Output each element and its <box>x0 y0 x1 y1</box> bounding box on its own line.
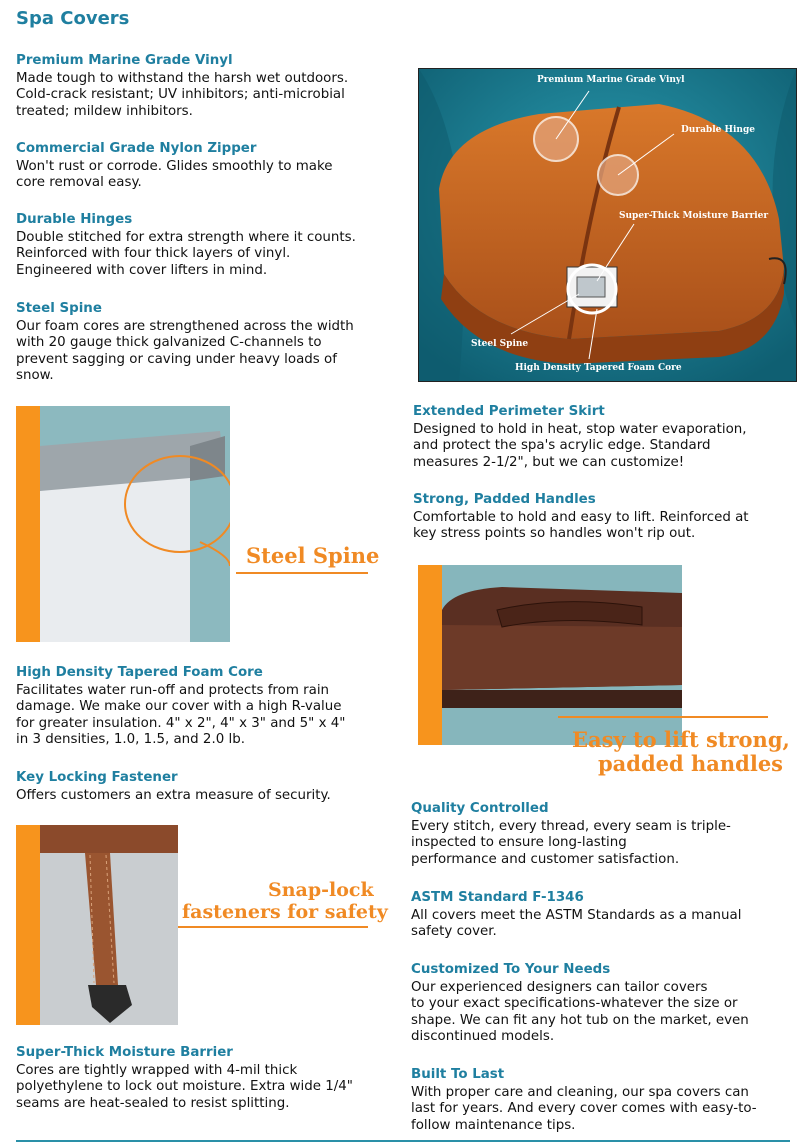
section-durable-hinges <box>16 212 356 279</box>
section-line: Facilitates water run-off and protects from rain <box>16 682 330 698</box>
steel-spine-photo <box>40 406 230 642</box>
section-line: to your exact specifications-whatever the size or <box>411 996 738 1012</box>
section-line: shape. We can fit any hot tub on the market, even <box>411 1012 749 1028</box>
footer-rule <box>16 1140 790 1142</box>
caption-snap-line1: Snap-lock <box>268 879 374 901</box>
section-line: Engineered with cover lifters in mind. <box>16 262 268 278</box>
section-nylon-zipper <box>16 141 333 192</box>
section-line: for greater insulation. 4" x 2", 4" x 3" and 5" x 4" <box>16 715 346 731</box>
section-premium-vinyl <box>16 53 348 120</box>
section-line: inspected to ensure long-lasting <box>411 835 627 851</box>
section-line: Reinforced with four thick layers of vinyl. <box>16 246 291 262</box>
section-line: key stress points so handles won't rip out. <box>413 526 696 542</box>
section-heading: Built To Last <box>411 1067 505 1082</box>
accent-bar <box>16 406 40 642</box>
caption-handles-line1: Easy to lift strong, <box>572 727 790 752</box>
caption-handles-line2: padded handles <box>598 751 784 776</box>
section-line: Cold-crack resistant; UV inhibitors; anti-microbial <box>16 87 345 103</box>
section-line: damage. We make our cover with a high R-value <box>16 699 342 715</box>
snap-lock-photo <box>40 825 178 1025</box>
section-quality-controlled <box>411 801 731 868</box>
section-line: seams are heat-sealed to resist splitting. <box>16 1095 290 1111</box>
section-line: All covers meet the ASTM Standards as a manual <box>411 907 742 923</box>
section-line: Double stitched for extra strength where it counts. <box>16 229 356 245</box>
section-line: performance and customer satisfaction. <box>411 851 680 867</box>
spa-cover-illustration <box>419 69 796 381</box>
section-line: polyethylene to lock out moisture. Extra wide 1/4" <box>16 1079 353 1095</box>
page-title: Spa Covers <box>16 8 130 29</box>
callout-vinyl: Premium Marine Grade Vinyl <box>537 75 685 85</box>
section-line: Designed to hold in heat, stop water evaporation, <box>413 421 747 437</box>
caption-snap-line2: fasteners for safety <box>182 901 388 923</box>
section-steel-spine <box>16 301 354 385</box>
section-line: with 20 gauge thick galvanized C-channels to <box>16 335 322 351</box>
caption-underline <box>178 926 368 928</box>
section-line: safety cover. <box>411 924 497 940</box>
section-heading: Strong, Padded Handles <box>413 492 596 507</box>
section-perimeter-skirt <box>413 404 747 471</box>
callout-hinge: Durable Hinge <box>681 125 755 135</box>
section-heading: Premium Marine Grade Vinyl <box>16 53 233 68</box>
section-line: discontinued models. <box>411 1029 555 1045</box>
section-heading: Quality Controlled <box>411 801 549 816</box>
section-heading: Extended Perimeter Skirt <box>413 404 605 419</box>
section-line: Won't rust or corrode. Glides smoothly to make <box>16 158 333 174</box>
section-padded-handles <box>413 492 749 543</box>
section-line: Cores are tightly wrapped with 4-mil thick <box>16 1062 298 1078</box>
section-heading: ASTM Standard F-1346 <box>411 890 584 905</box>
section-line: prevent sagging or caving under heavy loads of <box>16 351 337 367</box>
section-line: and protect the spa's acrylic edge. Standard <box>413 438 711 454</box>
section-line: measures 2-1/2", but we can customize! <box>413 454 685 470</box>
section-heading: Super-Thick Moisture Barrier <box>16 1045 233 1060</box>
handle-illustration <box>442 565 682 745</box>
accent-bar <box>418 565 442 745</box>
section-line: Our experienced designers can tailor covers <box>411 979 708 995</box>
snap-lock-illustration <box>40 825 178 1025</box>
callout-spine: Steel Spine <box>471 339 529 349</box>
callout-foam: High Density Tapered Foam Core <box>515 363 682 373</box>
callout-barrier: Super-Thick Moisture Barrier <box>619 211 769 221</box>
section-heading: High Density Tapered Foam Core <box>16 665 263 680</box>
section-astm <box>411 890 741 941</box>
section-line: snow. <box>16 368 54 384</box>
caption-underline <box>558 716 768 718</box>
section-line: treated; mildew inhibitors. <box>16 103 193 119</box>
caption-steel-spine: Steel Spine <box>246 543 380 568</box>
section-line: Offers customers an extra measure of security. <box>16 787 331 803</box>
section-line: With proper care and cleaning, our spa covers can <box>411 1084 749 1100</box>
section-line: follow maintenance tips. <box>411 1117 576 1133</box>
section-moisture-barrier <box>16 1045 353 1112</box>
section-line: Comfortable to hold and easy to lift. Reinforced at <box>413 509 749 525</box>
steel-spine-illustration <box>40 406 230 642</box>
section-line: Made tough to withstand the harsh wet outdoors. <box>16 70 349 86</box>
section-built-to-last <box>411 1067 757 1134</box>
section-heading: Customized To Your Needs <box>411 962 611 977</box>
section-line: in 3 densities, 1.0, 1.5, and 2.0 lb. <box>16 732 245 748</box>
section-heading: Key Locking Fastener <box>16 770 178 785</box>
spa-cover-diagram <box>418 68 797 382</box>
section-line: Our foam cores are strengthened across the width <box>16 318 354 334</box>
section-customized <box>411 962 749 1046</box>
section-heading: Steel Spine <box>16 301 102 316</box>
section-foam-core <box>16 665 345 749</box>
section-heading: Durable Hinges <box>16 212 133 227</box>
section-line: Every stitch, every thread, every seam is triple- <box>411 818 731 834</box>
section-key-locking <box>16 770 331 804</box>
section-line: last for years. And every cover comes with easy-to- <box>411 1101 757 1117</box>
handle-photo <box>442 565 682 745</box>
accent-bar <box>16 825 40 1025</box>
section-heading: Commercial Grade Nylon Zipper <box>16 141 257 156</box>
section-line: core removal easy. <box>16 175 142 191</box>
caption-underline <box>236 572 368 574</box>
